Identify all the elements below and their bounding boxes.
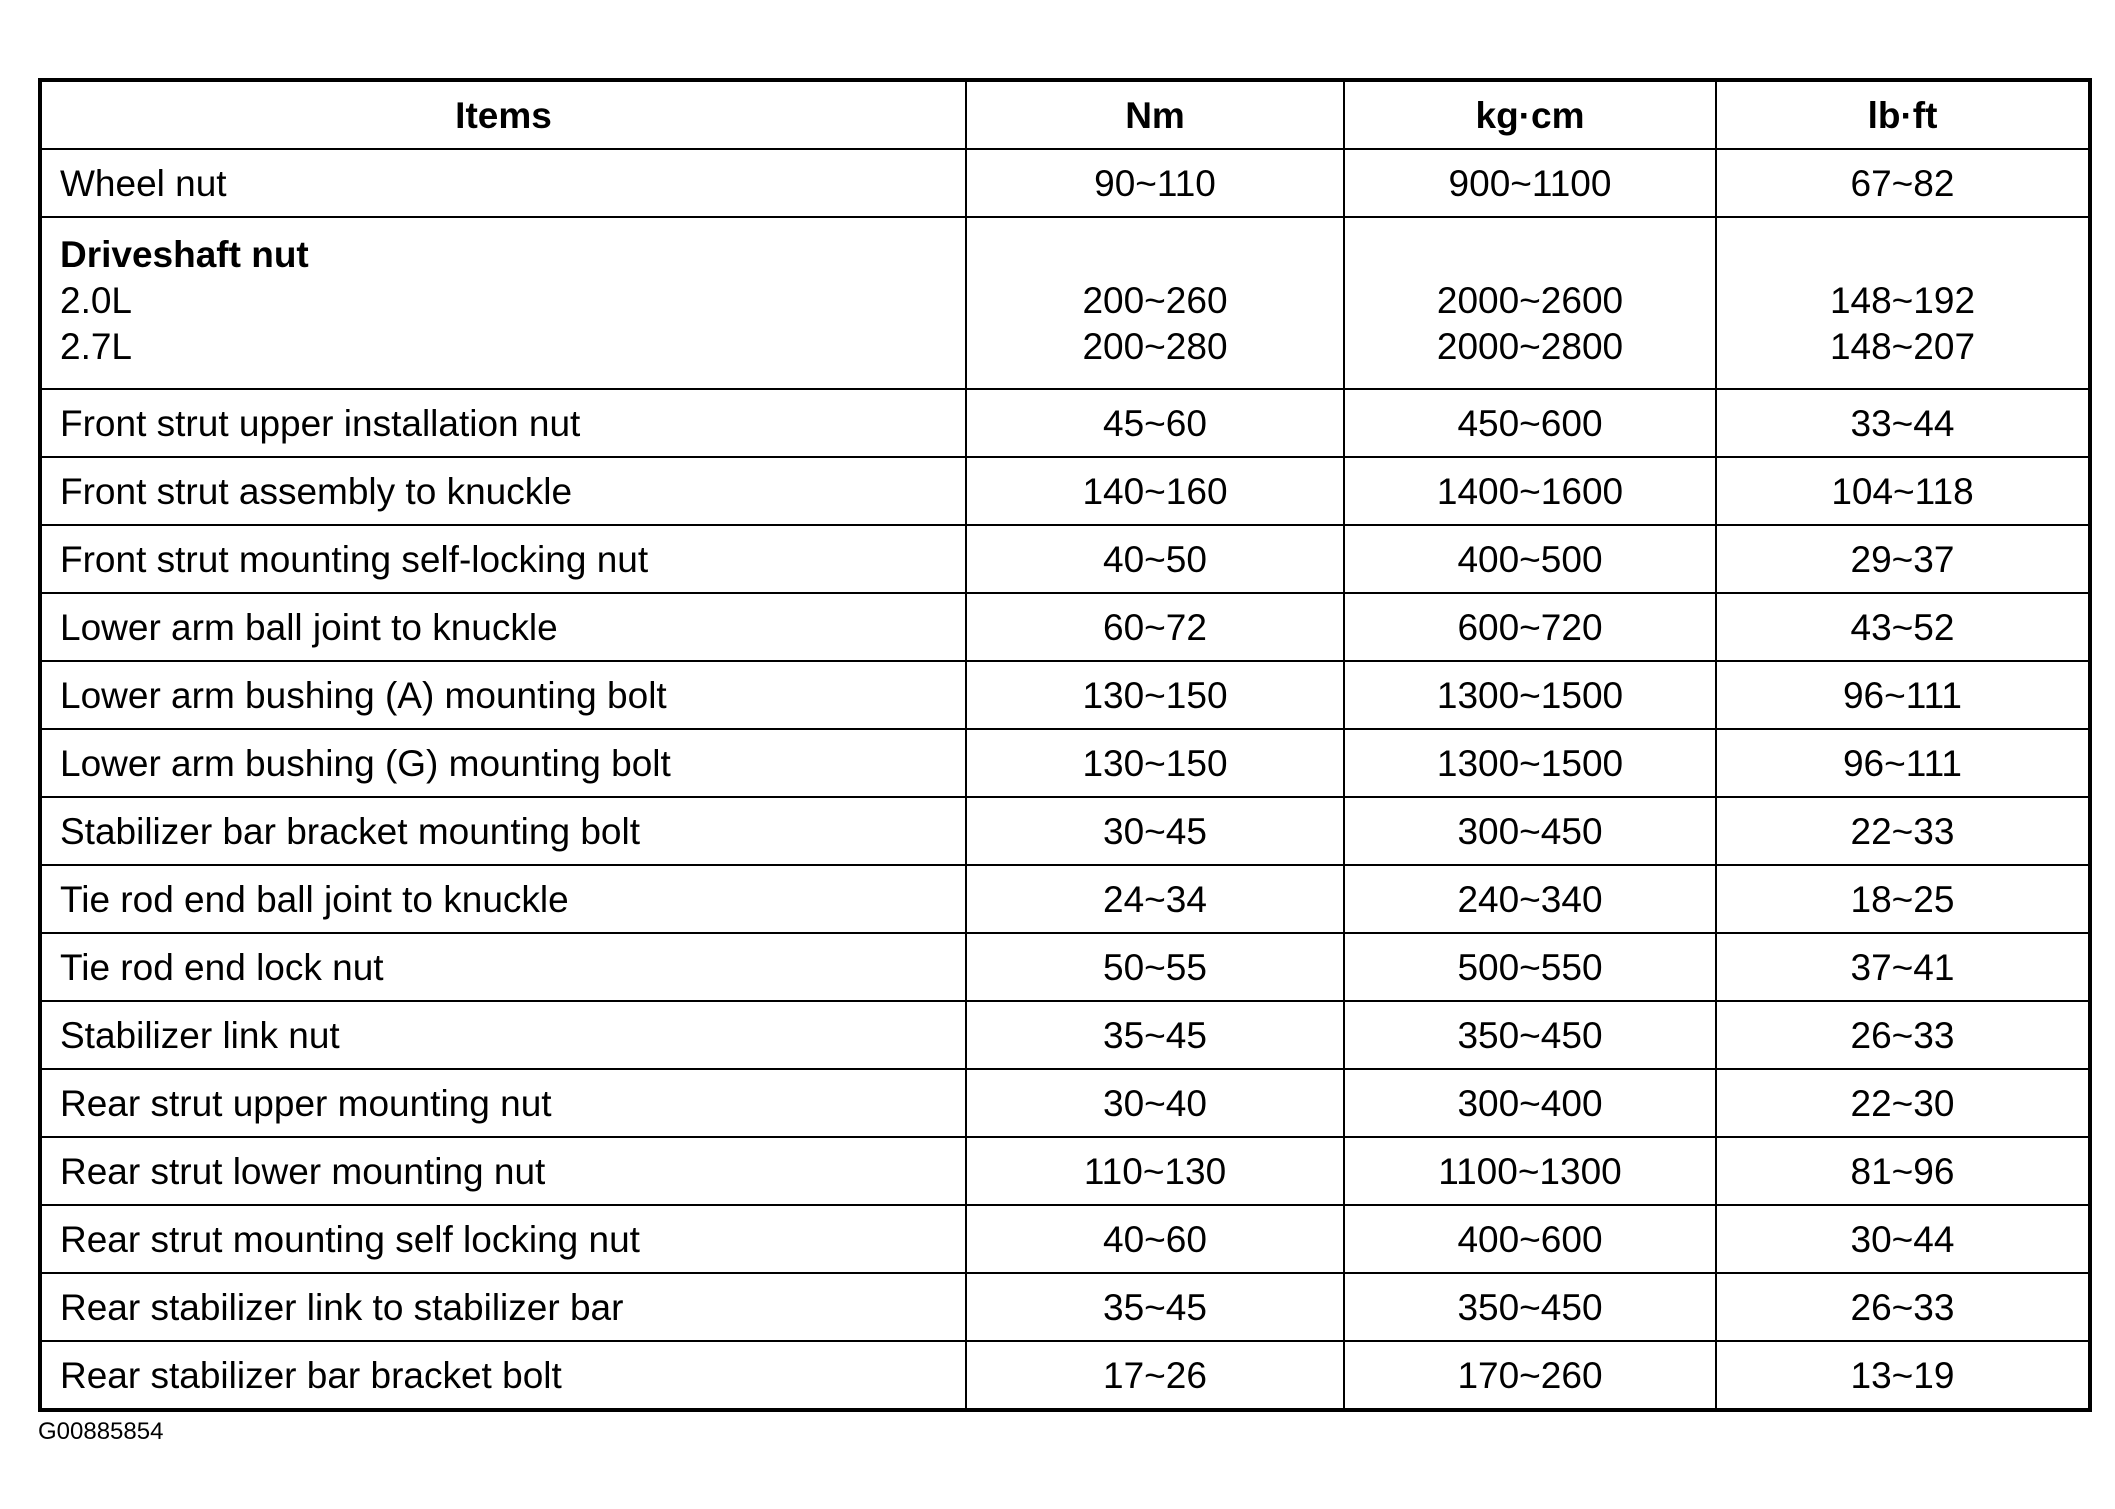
table-row: [40, 1273, 2090, 1341]
kgcm-cell: 240~340: [1344, 865, 1716, 933]
item-cell: [40, 217, 966, 389]
nm-cell: 50~55: [966, 933, 1344, 1001]
item-cell: Tie rod end lock nut: [40, 933, 966, 1001]
kgcm-cell: 300~450: [1344, 797, 1716, 865]
lbft-2-0l: 148~192: [1829, 280, 1976, 321]
nm-cell: 40~60: [966, 1205, 1344, 1273]
kgcm-cell: 1100~1300: [1344, 1137, 1716, 1205]
table-row: [40, 1069, 2090, 1137]
kgcm-cell: 170~260: [1344, 1341, 1716, 1410]
item-cell: Rear strut lower mounting nut: [40, 1137, 966, 1205]
nm-2-0l: 200~260: [1082, 280, 1228, 321]
table-row: [40, 865, 2090, 933]
kgcm-cell: 1300~1500: [1344, 729, 1716, 797]
nm-cell: 110~130: [966, 1137, 1344, 1205]
item-cell: Lower arm bushing (G) mounting bolt: [40, 729, 966, 797]
item-cell: Stabilizer bar bracket mounting bolt: [40, 797, 966, 865]
nm-cell: 35~45: [966, 1273, 1344, 1341]
table-row: [40, 1001, 2090, 1069]
item-cell: Stabilizer link nut: [40, 1001, 966, 1069]
lbft-cell: 96~111: [1716, 661, 2090, 729]
table-row: [40, 1341, 2090, 1410]
header-row: [40, 80, 2090, 149]
lbft-cell: 104~118: [1716, 457, 2090, 525]
item-cell: Rear stabilizer bar bracket bolt: [40, 1341, 966, 1410]
table-row: [40, 1205, 2090, 1273]
lbft-cell: [1716, 217, 2090, 389]
lbft-cell: 29~37: [1716, 525, 2090, 593]
kgcm-cell: 1400~1600: [1344, 457, 1716, 525]
table-row-driveshaft: [40, 217, 2090, 389]
item-cell: Rear strut upper mounting nut: [40, 1069, 966, 1137]
lbft-2-7l: 148~207: [1829, 326, 1976, 367]
item-cell: Rear strut mounting self locking nut: [40, 1205, 966, 1273]
header-kgcm: kg·cm: [1344, 80, 1716, 149]
kgcm-2-7l: 2000~2800: [1436, 326, 1624, 367]
nm-cell: 30~40: [966, 1069, 1344, 1137]
lbft-cell: 81~96: [1716, 1137, 2090, 1205]
nm-cell: 60~72: [966, 593, 1344, 661]
lbft-cell: 37~41: [1716, 933, 2090, 1001]
table-row: [40, 797, 2090, 865]
sub-item-2-0l: 2.0L: [60, 280, 133, 321]
lbft-cell: 22~30: [1716, 1069, 2090, 1137]
figure-id-label: G00885854: [38, 1418, 164, 1445]
lbft-cell: 43~52: [1716, 593, 2090, 661]
lbft-cell: 13~19: [1716, 1341, 2090, 1410]
sub-item-2-7l: 2.7L: [60, 326, 133, 367]
kgcm-cell: 300~400: [1344, 1069, 1716, 1137]
kgcm-cell: 400~500: [1344, 525, 1716, 593]
nm-cell: 35~45: [966, 1001, 1344, 1069]
lbft-cell: 30~44: [1716, 1205, 2090, 1273]
driveshaft-nut-heading: Driveshaft nut: [60, 234, 309, 275]
item-cell: Lower arm bushing (A) mounting bolt: [40, 661, 966, 729]
kgcm-cell: 500~550: [1344, 933, 1716, 1001]
lbft-cell: 67~82: [1716, 149, 2090, 217]
lbft-cell: 26~33: [1716, 1001, 2090, 1069]
table-row: [40, 389, 2090, 457]
table-row: [40, 729, 2090, 797]
table-row: [40, 149, 2090, 217]
kgcm-cell: 900~1100: [1344, 149, 1716, 217]
nm-cell: 45~60: [966, 389, 1344, 457]
table-row: [40, 593, 2090, 661]
nm-cell: 17~26: [966, 1341, 1344, 1410]
kgcm-2-0l: 2000~2600: [1436, 280, 1624, 321]
nm-cell: 30~45: [966, 797, 1344, 865]
table-row: [40, 933, 2090, 1001]
kgcm-cell: [1344, 217, 1716, 389]
table-row: [40, 661, 2090, 729]
kgcm-cell: 350~450: [1344, 1273, 1716, 1341]
item-cell: Lower arm ball joint to knuckle: [40, 593, 966, 661]
kgcm-cell: 400~600: [1344, 1205, 1716, 1273]
lbft-cell: 33~44: [1716, 389, 2090, 457]
kgcm-cell: 450~600: [1344, 389, 1716, 457]
item-cell: Front strut upper installation nut: [40, 389, 966, 457]
table-row: [40, 1137, 2090, 1205]
table-row: [40, 525, 2090, 593]
nm-2-7l: 200~280: [1082, 326, 1228, 367]
item-cell: Tie rod end ball joint to knuckle: [40, 865, 966, 933]
nm-cell: [966, 217, 1344, 389]
table-row: [40, 457, 2090, 525]
header-nm: Nm: [966, 80, 1344, 149]
kgcm-cell: 1300~1500: [1344, 661, 1716, 729]
header-lbft: lb·ft: [1716, 80, 2090, 149]
lbft-cell: 18~25: [1716, 865, 2090, 933]
torque-spec-table: [38, 78, 2092, 1412]
item-cell: Front strut assembly to knuckle: [40, 457, 966, 525]
item-cell: Front strut mounting self-locking nut: [40, 525, 966, 593]
nm-cell: 130~150: [966, 661, 1344, 729]
nm-cell: 130~150: [966, 729, 1344, 797]
nm-cell: 140~160: [966, 457, 1344, 525]
item-cell: Rear stabilizer link to stabilizer bar: [40, 1273, 966, 1341]
lbft-cell: 22~33: [1716, 797, 2090, 865]
kgcm-cell: 600~720: [1344, 593, 1716, 661]
kgcm-cell: 350~450: [1344, 1001, 1716, 1069]
lbft-cell: 96~111: [1716, 729, 2090, 797]
nm-cell: 90~110: [966, 149, 1344, 217]
nm-cell: 40~50: [966, 525, 1344, 593]
lbft-cell: 26~33: [1716, 1273, 2090, 1341]
item-cell: Wheel nut: [40, 149, 966, 217]
header-items: Items: [40, 80, 966, 149]
nm-cell: 24~34: [966, 865, 1344, 933]
